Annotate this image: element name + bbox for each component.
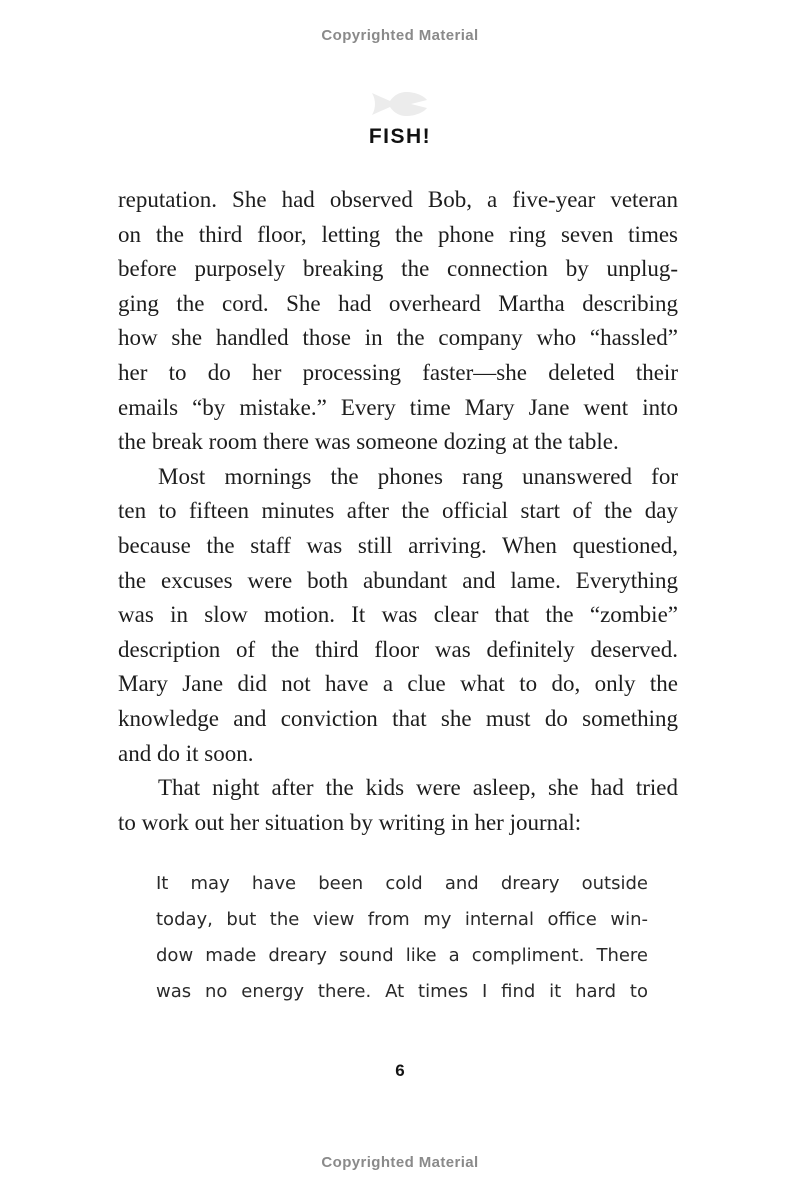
journal-line: today, but the view from my internal office win- <box>156 909 648 930</box>
fish-icon <box>0 88 800 120</box>
book-title: FISH! <box>368 125 432 148</box>
body-text-line: was in slow motion. It was clear that the “zombie” <box>118 602 678 628</box>
journal-line: It may have been cold and dreary outside <box>156 873 648 894</box>
body-text-line: because the staff was still arriving. When questioned, <box>118 532 678 558</box>
journal-line: dow made dreary sound like a compliment. There <box>156 945 648 966</box>
journal-entry <box>156 866 648 1010</box>
copyright-notice-top: Copyrighted Material <box>321 27 479 44</box>
body-text-line: reputation. She had observed Bob, a five-year veteran <box>118 187 678 212</box>
body-text-line: description of the third floor was definitely deserved. <box>118 636 678 662</box>
body-text-line: emails “by mistake.” Every time Mary Jane went into <box>118 394 678 420</box>
body-text-line: ten to fifteen minutes after the official start of the day <box>118 498 678 524</box>
body-text-line: on the third floor, letting the phone ring seven times <box>118 221 678 247</box>
body-text-line: before purposely breaking the connection by unplug- <box>118 256 678 282</box>
body-text <box>118 183 678 840</box>
body-text-line: and do it soon. <box>118 740 254 766</box>
page-number: 6 <box>395 1061 405 1080</box>
body-text-line: That night after the kids were asleep, she had tried <box>158 775 678 801</box>
body-text-line: Mary Jane did not have a clue what to do, only the <box>118 671 678 697</box>
body-text-line: to work out her situation by writing in her journal: <box>118 809 582 835</box>
body-text-line: ging the cord. She had overheard Martha describing <box>118 290 678 316</box>
body-text-line: the break room there was someone dozing at the table. <box>118 429 619 455</box>
journal-line: was no energy there. At times I find it hard to <box>156 981 648 1002</box>
copyright-notice-bottom: Copyrighted Material <box>321 1154 479 1171</box>
body-text-line: knowledge and conviction that she must do something <box>118 705 678 731</box>
body-text-line: her to do her processing faster—she deleted their <box>118 359 678 385</box>
body-text-line: how she handled those in the company who “hassled” <box>118 325 678 351</box>
body-text-line: the excuses were both abundant and lame. Everything <box>118 567 678 593</box>
body-text-line: Most mornings the phones rang unanswered for <box>158 463 678 489</box>
